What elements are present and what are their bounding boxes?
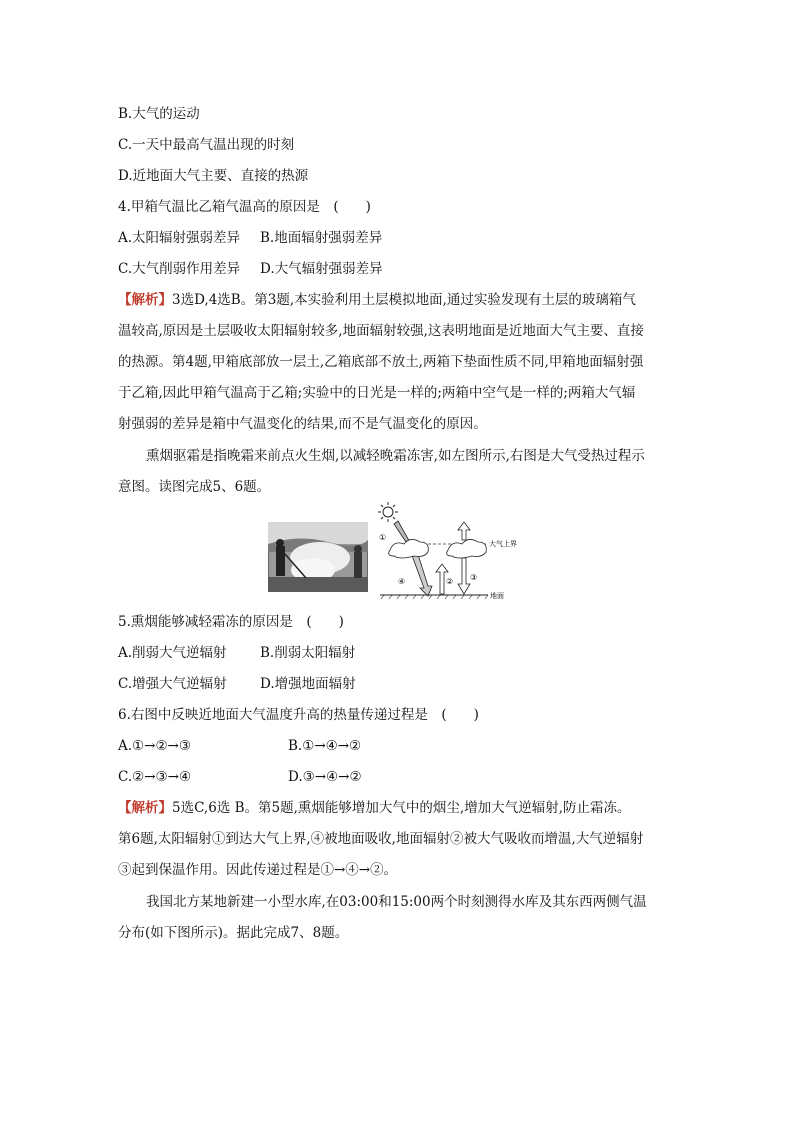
analysis-1-line-3: 的热源。第4题,甲箱底部放一层土,乙箱底部不放土,两箱下垫面性质不同,甲箱地面辐射强 [118, 354, 644, 370]
analysis-label: 【解析】 [118, 292, 172, 308]
q3-option-d: D.近地面大气主要、直接的热源 [118, 168, 309, 184]
analysis-1-line-5: 射强弱的差异是箱中气温变化的结果,而不是气温变化的原因。 [118, 416, 487, 432]
question-5: 5.熏烟能够减轻霜冻的原因是 ( ) [118, 614, 344, 630]
q5-option-a: A.削弱大气逆辐射 [118, 645, 227, 661]
q5-option-c: C.增强大气逆辐射 [118, 676, 227, 692]
q5-option-d: D.增强地面辐射 [260, 676, 356, 692]
q6-options-row1 [118, 736, 361, 756]
q6-option-a: A.①→②→③ [118, 738, 191, 754]
q4-option-b: B.地面辐射强弱差异 [260, 230, 383, 246]
q3-option-c: C.一天中最高气温出现的时刻 [118, 137, 295, 153]
q5-options-row1 [118, 643, 355, 663]
analysis-label-2: 【解析】 [118, 800, 172, 816]
q4-option-a: A.太阳辐射强弱差异 [118, 230, 241, 246]
label-3: ③ [470, 573, 478, 582]
sun-icon [378, 502, 398, 522]
q4-options-row2 [118, 259, 383, 279]
upward-radiation-arrow [458, 522, 470, 540]
question-4: 4.甲箱气温比乙箱气温高的原因是 ( ) [118, 199, 371, 215]
analysis-1-line-1: 【解析】3选D,4选B。第3题,本实验利用土层模拟地面,通过实验发现有土层的玻璃箱气 [118, 292, 636, 308]
smoke-photo [268, 522, 368, 592]
analysis-1-line-4: 于乙箱,因此甲箱气温高于乙箱;实验中的日光是一样的;两箱中空气是一样的;两箱大气辐 [118, 385, 636, 401]
q6-option-c: C.②→③→④ [118, 769, 192, 785]
figure [268, 500, 528, 602]
cloud-left [389, 539, 429, 558]
q4-option-d: D.大气辐射强弱差异 [260, 261, 383, 277]
analysis-2-line-1: 【解析】5选C,6选 B。第5题,熏烟能够增加大气中的烟尘,增加大气逆辐射,防止霜冻。 [118, 800, 631, 816]
label-4: ④ [398, 577, 406, 586]
label-atmosphere-top: 大气上界 [489, 540, 517, 548]
atmosphere-heating-diagram [376, 500, 526, 600]
label-ground: 地面 [490, 592, 504, 600]
q5-option-b: B.削弱太阳辐射 [260, 645, 356, 661]
atmospheric-counter-radiation-arrow [458, 558, 470, 594]
analysis-2-line-3: ③起到保温作用。因此传递过程是①→④→②。 [118, 862, 398, 878]
q5-options-row2 [118, 674, 356, 694]
label-1: ① [379, 533, 387, 542]
intro-2-line-2: 意图。读图完成5、6题。 [118, 479, 271, 495]
question-6: 6.右图中反映近地面大气温度升高的热量传递过程是 ( ) [118, 707, 479, 723]
q6-option-b: B.①→④→② [288, 738, 362, 754]
intro-3-line-1: 我国北方某地新建一小型水库,在03:00和15:00两个时刻测得水库及其东西两侧气温 [146, 894, 647, 910]
label-2: ② [446, 577, 454, 586]
analysis-1-line-2: 温较高,原因是土层吸收太阳辐射较多,地面辐射较强,这表明地面是近地面大气主要、直接 [118, 323, 644, 339]
q3-option-b: B.大气的运动 [118, 106, 200, 122]
q4-option-c: C.大气削弱作用差异 [118, 261, 241, 277]
q6-options-row2 [118, 767, 362, 787]
intro-2-line-1: 熏烟驱霜是指晚霜来前点火生烟,以减轻晚霜冻害,如左图所示,右图是大气受热过程示 [146, 448, 645, 464]
q4-options-row1 [118, 228, 382, 248]
q6-option-d: D.③→④→② [288, 769, 362, 785]
intro-3-line-2: 分布(如下图所示)。据此完成7、8题。 [118, 925, 349, 941]
cloud-right [447, 539, 487, 558]
analysis-2-line-2: 第6题,太阳辐射①到达大气上界,④被地面吸收,地面辐射②被大气吸收而增温,大气逆辐射 [118, 831, 644, 847]
